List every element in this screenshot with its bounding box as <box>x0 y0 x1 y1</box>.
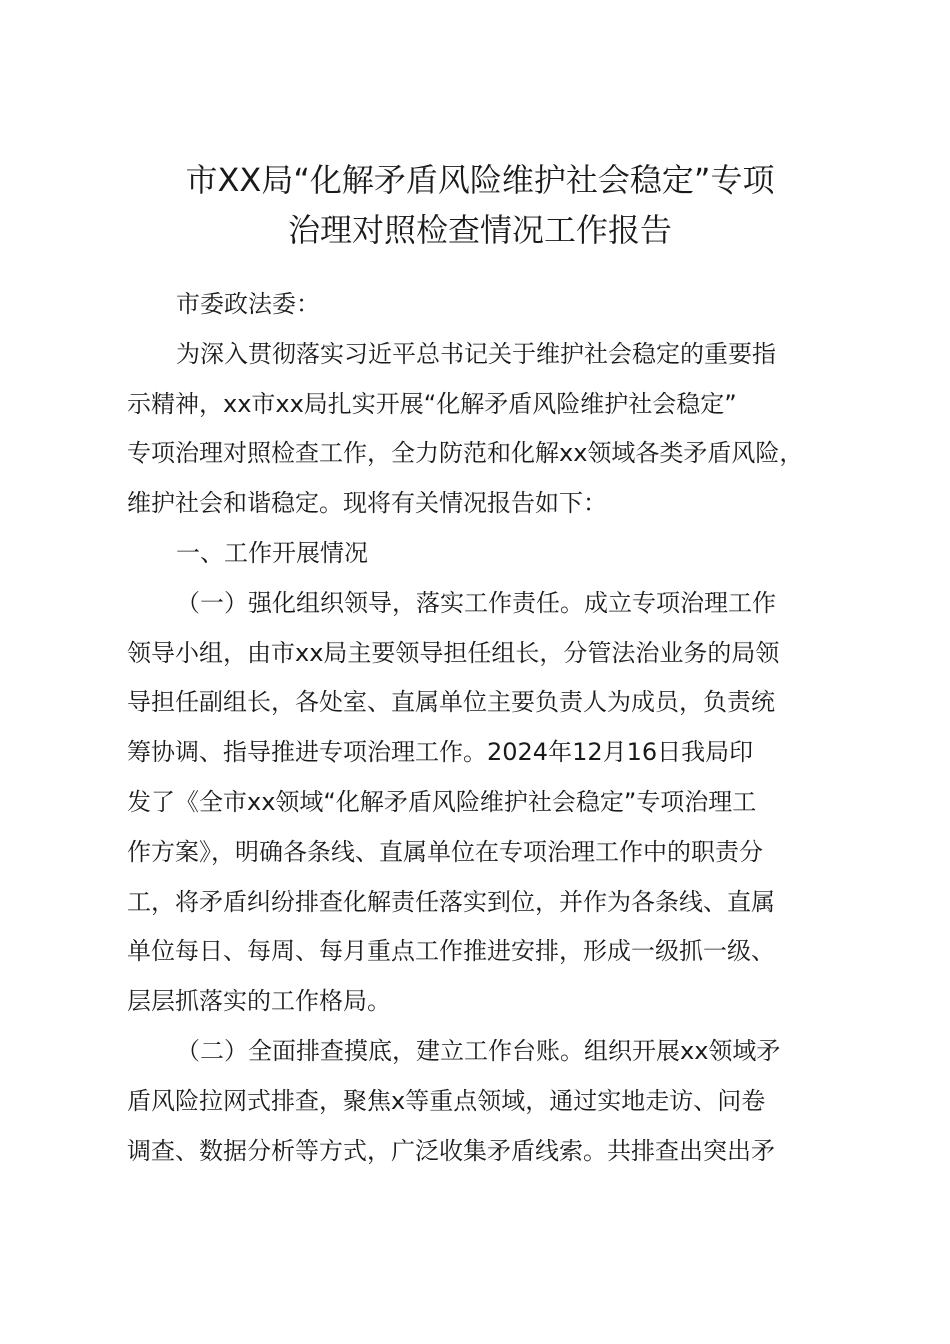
paragraph-line: 工，将矛盾纠纷排查化解责任落实到位，并作为各条线、直属 <box>127 887 775 916</box>
paragraph-line: 专项治理对照检查工作，全力防范和化解xx领域各类矛盾风险， <box>127 439 804 468</box>
paragraph-line: （一）强化组织领导，落实工作责任。成立专项治理工作 <box>176 588 776 617</box>
paragraph-line: 调查、数据分析等方式，广泛收集矛盾线索。共排查出突出矛 <box>127 1136 775 1165</box>
document-body <box>127 280 857 1176</box>
paragraph-line: 层层抓落实的工作格局。 <box>127 987 391 1016</box>
paragraph-line: 导担任副组长，各处室、直属单位主要负责人为成员，负责统 <box>127 688 775 717</box>
paragraph-line: 为深入贯彻落实习近平总书记关于维护社会稳定的重要指 <box>176 339 776 368</box>
paragraph-line: 盾风险拉网式排查，聚焦x等重点领域，通过实地走访、问卷 <box>127 1086 766 1115</box>
document-title <box>100 155 860 255</box>
salutation: 市委政法委： <box>176 290 320 318</box>
paragraph-line: 领导小组，由市xx局主要领导担任组长，分管法治业务的局领 <box>127 638 780 667</box>
paragraph-line: 单位每日、每周、每月重点工作推进安排，形成一级抓一级、 <box>127 937 775 966</box>
title-line-2: 治理对照检查情况工作报告 <box>287 211 672 249</box>
section-heading: 一、工作开展情况 <box>176 538 368 567</box>
paragraph-line: 作方案》，明确各条线、直属单位在专项治理工作中的职责分 <box>127 837 763 866</box>
paragraph-line: 维护社会和谐稳定。现将有关情况报告如下： <box>127 489 607 518</box>
title-line-1: 市XX局“化解矛盾风险维护社会稳定”专项 <box>185 161 775 199</box>
paragraph-line: 发了《全市xx领域“化解矛盾风险维护社会稳定”专项治理工 <box>127 787 757 816</box>
paragraph-line: （二）全面排查摸底，建立工作台账。组织开展xx领域矛 <box>176 1036 781 1065</box>
paragraph-line: 示精神，xx市xx局扎实开展“化解矛盾风险维护社会稳定” <box>127 389 737 418</box>
paragraph-line: 筹协调、指导推进专项治理工作。2024年12月16日我局印 <box>127 738 754 767</box>
